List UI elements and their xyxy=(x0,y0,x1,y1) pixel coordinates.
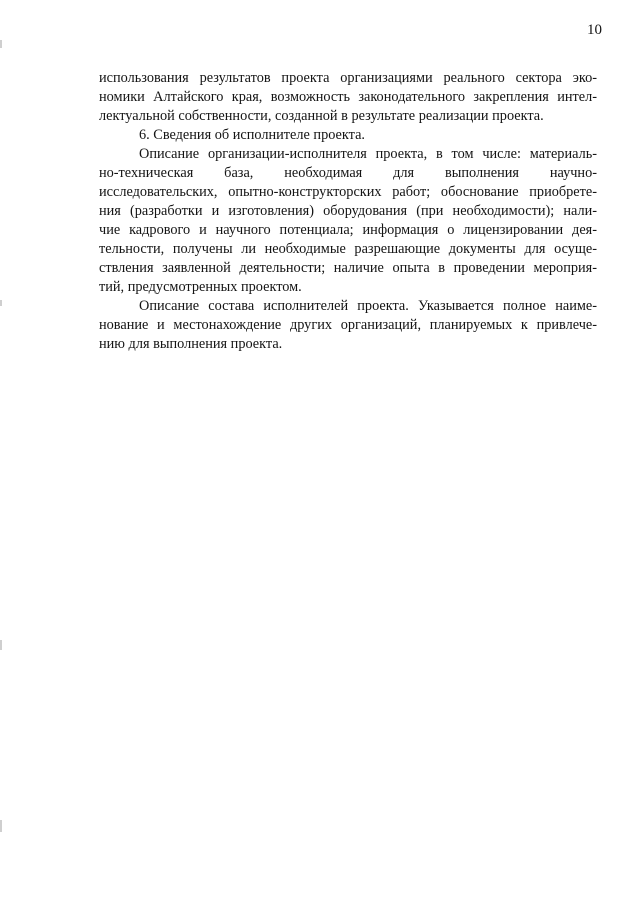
text-line: Описание состава исполнителей проекта. Указывается полное наиме- xyxy=(139,298,597,314)
text-line: ствления заявленной деятельности; наличие опыта в проведении мероприя- xyxy=(99,260,597,276)
text-line: чие кадрового и научного потенциала; информация о лицензировании дея- xyxy=(99,222,597,238)
text-line: но-техническая база, необходимая для выполнения научно- xyxy=(99,165,597,181)
paragraph-executors-composition xyxy=(99,297,597,354)
text-line: ния (разработки и изготовления) оборудования (при необходимости); нали- xyxy=(99,203,597,219)
section-heading-executor-info xyxy=(99,126,597,145)
paragraph-organization-description xyxy=(99,145,597,297)
paragraph-usage-results xyxy=(99,69,597,126)
body-text xyxy=(99,69,597,354)
text-line: нию для выполнения проекта. xyxy=(99,336,283,352)
text-line: Описание организации-исполнителя проекта, в том числе: материаль- xyxy=(139,146,597,162)
text-line: нование и местонахождение других организаций, планируемых к привлече- xyxy=(99,317,597,333)
section-heading: 6. Сведения об исполнителе проекта. xyxy=(139,127,365,143)
text-line: исследовательских, опытно-конструкторских работ; обоснование приобрете- xyxy=(99,184,597,200)
scan-edge-mark xyxy=(0,640,2,650)
text-line: использования результатов проекта организациями реального сектора эко- xyxy=(99,70,597,86)
text-line: тельности, получены ли необходимые разрешающие документы для осуще- xyxy=(99,241,597,257)
text-line: номики Алтайского края, возможность законодательного закрепления интел- xyxy=(99,89,597,105)
text-line: тий, предусмотренных проектом. xyxy=(99,279,302,295)
scan-edge-mark xyxy=(0,820,2,832)
page-number: 10 xyxy=(587,22,602,38)
scan-edge-mark xyxy=(0,40,2,48)
text-line: лектуальной собственности, созданной в результате реализации проекта. xyxy=(99,108,544,124)
scan-edge-mark xyxy=(0,300,2,306)
